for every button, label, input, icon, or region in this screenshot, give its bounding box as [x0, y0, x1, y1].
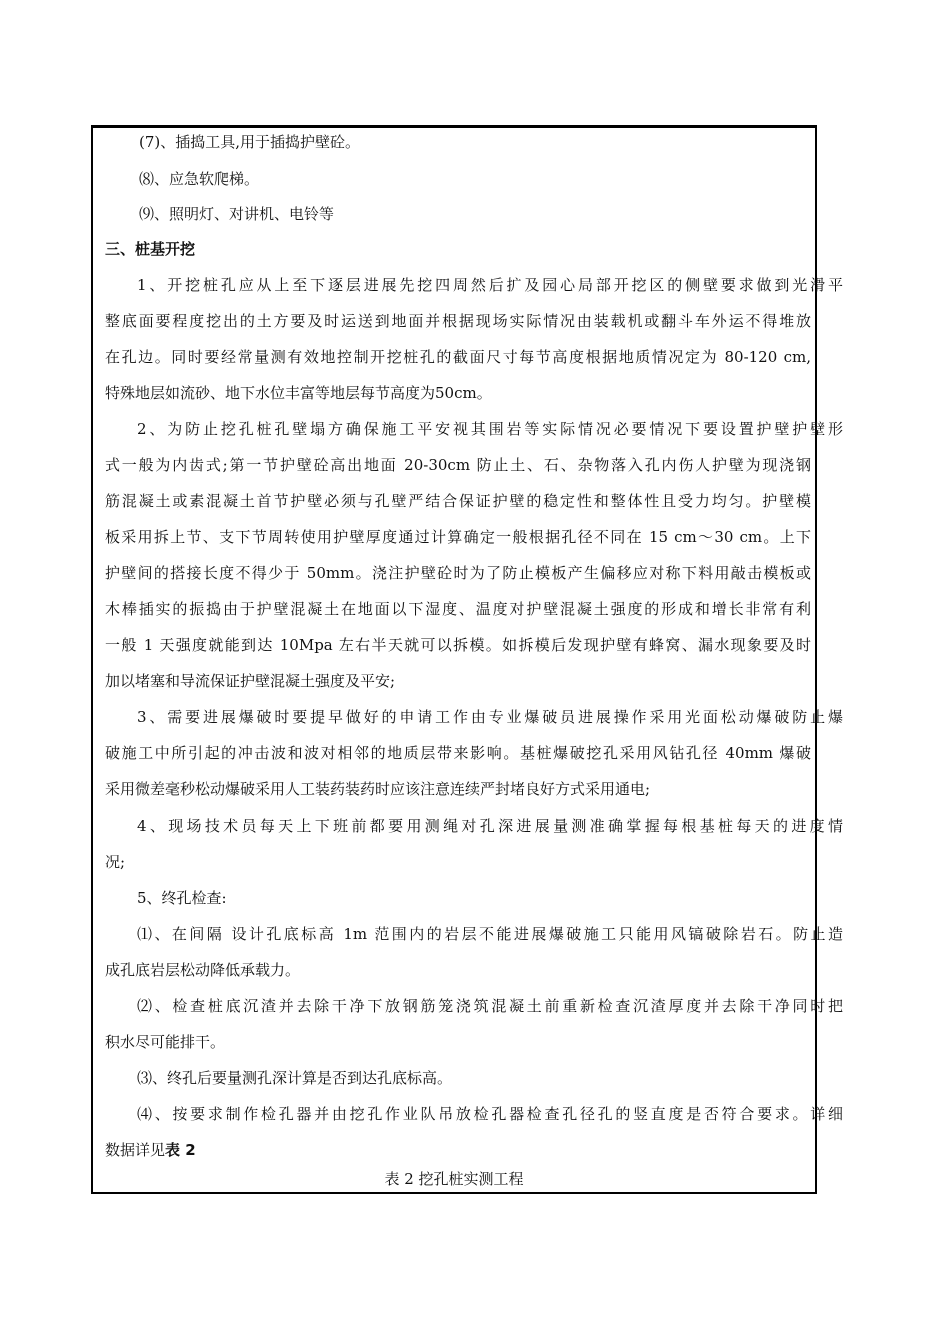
- para1-line: 在孔边。同时要经常量测有效地控制开挖桩孔的截面尺寸每节高度根据地质情况定为 80-120 cm,: [105, 348, 811, 366]
- tool-item-9: ⑼、照明灯、对讲机、电铃等: [139, 205, 335, 223]
- check2-line: 积水尽可能排干。: [105, 1033, 226, 1051]
- para2-line: 护壁间的搭接长度不得少于 50mm。浇注护壁砼时为了防止模板产生偏移应对称下料用敲击模板或: [105, 564, 811, 582]
- check1-line: ⑴、在间隔 设计孔底标高 1m 范围内的岩层不能进展爆破施工只能用风镐破除岩石。防止造: [137, 925, 843, 943]
- para1-line: 特殊地层如流砂、地下水位丰富等地层每节高度为50cm。: [105, 384, 492, 402]
- document-frame: [91, 125, 843, 1194]
- check2-line: ⑵、检查桩底沉渣并去除干净下放钢筋笼浇筑混凝土前重新检查沉渣厚度并去除干净同时把: [137, 997, 843, 1015]
- table-caption: 表 2 挖孔桩实测工程: [384, 1170, 524, 1188]
- para1-line: 1、开挖桩孔应从上至下逐层进展先挖四周然后扩及园心局部开挖区的侧壁要求做到光滑平: [137, 276, 843, 294]
- check1-line: 成孔底岩层松动降低承载力。: [105, 961, 301, 979]
- tool-item-7: (7)、插捣工具,用于插捣护壁砼。: [139, 133, 361, 151]
- check4-line: [105, 1140, 811, 1160]
- para2-line: 板采用拆上节、支下节周转使用护壁厚度通过计算确定一般根据孔径不同在 15 cm～30 cm。上下: [105, 528, 811, 546]
- para3-line: 3、需要进展爆破时要提早做好的申请工作由专业爆破员进展操作采用光面松动爆破防止爆: [137, 708, 843, 726]
- para3-line: 破施工中所引起的冲击波和波对相邻的地质层带来影响。基桩爆破挖孔采用风钻孔径 40mm 爆破: [105, 744, 811, 762]
- para5-line: 5、终孔检查:: [137, 889, 227, 907]
- para1-line: 整底面要程度挖出的土方要及时运送到地面并根据现场实际情况由装载机或翻斗车外运不得堆放: [105, 312, 811, 330]
- para3-line: 采用微差毫秒松动爆破采用人工装药装药时应该注意连续严封堵良好方式采用通电;: [105, 780, 651, 798]
- check4-line: ⑷、按要求制作检孔器并由挖孔作业队吊放检孔器检查孔径孔的竖直度是否符合要求。详细: [137, 1105, 843, 1123]
- para2-line: 筋混凝土或素混凝土首节护壁必须与孔壁严结合保证护壁的稳定性和整体性且受力均匀。护壁模: [105, 492, 811, 510]
- para2-line: 式一般为内齿式;第一节护壁砼高出地面 20-30cm 防止土、石、杂物落入孔内伤人护壁为现浇钢: [105, 456, 811, 474]
- check4-text: 数据详见: [105, 1141, 166, 1159]
- section-title: 三、桩基开挖: [105, 240, 196, 258]
- para2-line: 木棒插实的振捣由于护壁混凝土在地面以下湿度、温度对护壁混凝土强度的形成和增长非常有利: [105, 600, 811, 618]
- para4-line: 况;: [105, 853, 126, 871]
- tool-item-8: ⑻、应急软爬梯。: [139, 170, 260, 188]
- table-reference: 表 2: [165, 1141, 196, 1159]
- para2-line: 加以堵塞和导流保证护壁混凝土强度及平安;: [105, 672, 396, 690]
- para4-line: 4、现场技术员每天上下班前都要用测绳对孔深进展量测准确掌握每根基桩每天的进度情: [137, 817, 843, 835]
- check3-line: ⑶、终孔后要量测孔深计算是否到达孔底标高。: [137, 1069, 453, 1087]
- para2-line: 2、为防止挖孔桩孔壁塌方确保施工平安视其围岩等实际情况必要情况下要设置护壁护壁形: [137, 420, 843, 438]
- para2-line: 一般 1 天强度就能到达 10Mpa 左右半天就可以拆模。如拆模后发现护壁有蜂窝、漏水现象要及时: [105, 636, 811, 654]
